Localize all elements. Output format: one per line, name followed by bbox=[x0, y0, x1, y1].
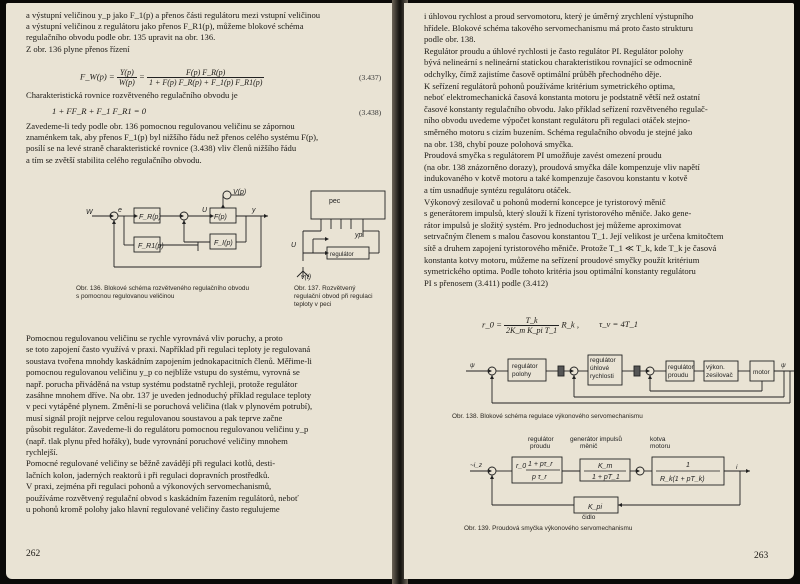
fig138-block-current-l1: regulátor bbox=[668, 364, 694, 371]
fig138-block-amp-l1: výkon. bbox=[706, 364, 725, 371]
fig139-label-gen-l1: generátor impulsů bbox=[570, 436, 623, 443]
paragraph-line: Zavedeme-li tedy podle obr. 136 pomocnou regulovanou veličinu se zápornou bbox=[26, 121, 295, 131]
paragraph-line: konstanta kotvy motoru, můžeme na seřízení proudové smyčky použít kritérium bbox=[424, 254, 700, 265]
fig137-yp-label: yp bbox=[355, 232, 363, 239]
fig139-label-gen-l2: měnič bbox=[580, 443, 598, 450]
fig138-block-motor: motor bbox=[753, 369, 770, 376]
left-page bbox=[6, 3, 396, 579]
paragraph-line: směrného motoru s cizím buzením. Schéma regulačního obvodu je stejné jako bbox=[424, 127, 693, 137]
paragraph-line: regulačního obvodu podle obr. 135 upravit na obr. 136. bbox=[26, 32, 216, 43]
figure-136-caption-line1: Obr. 136. Blokové schéma rozvětveného regulačního obvodu bbox=[76, 285, 250, 292]
fig139-label-sensor: čidlo bbox=[582, 514, 596, 521]
transfer-function-eq bbox=[80, 68, 264, 87]
fig137-u-label: U bbox=[291, 242, 297, 249]
paragraph-line: K seřízení regulátorů pohonů používáme kritérium symetrického optima, bbox=[424, 80, 676, 91]
optimal-constants-eq bbox=[482, 316, 638, 335]
paragraph-line: u pohonů kromě polohy jako hlavní regulované veličiny často regulujeme bbox=[26, 504, 280, 514]
paragraph-line: např. porucha přiváděná na vstup systému podstatně rychleji, protože regulátor bbox=[26, 378, 298, 389]
paragraph-line: musí signál projít nejprve celou regulovanou soustavou a pak teprve začne bbox=[26, 412, 283, 423]
paragraph-line: Proudová smyčka s regulátorem PI umožňuje zavést omezení proudu bbox=[424, 150, 662, 161]
figure-136-block-diagram bbox=[6, 187, 268, 283]
fig138-block-current-l2: proudu bbox=[668, 372, 689, 379]
paragraph-line: hřídele. Blokové schéma takového servomechanismu má proto často strukturu bbox=[424, 22, 693, 33]
characteristic-equation: 1 + FF_R + F_1 F_R1 = 0 bbox=[52, 106, 147, 116]
paragraph-line: na obr. 138, chybí pouze polohová smyčka. bbox=[424, 138, 574, 149]
fig138-output-psi: ψ bbox=[781, 362, 786, 369]
paragraph-line: soustava tvořena mnohdy kaskádním zapojením jednokapacitních členů. Měřime-li bbox=[26, 355, 312, 366]
paragraph-line: rátor impulsů je složitý systém. Pro jednoduchost jej můžeme aproximovat bbox=[424, 219, 682, 230]
fig136-v-label: V(p) bbox=[233, 189, 247, 196]
paragraph-line: působit regulátor. Zavedeme-li do regulátoru pomocnou regulovanou veličinu y_p bbox=[26, 424, 309, 435]
fig138-block-position-l1: regulátor bbox=[512, 363, 538, 370]
eq-r0-den: 2K_m K_pi T_1 bbox=[506, 326, 558, 335]
paragraph-line: Výkonový zesilovač u pohonů moderní koncepce je tyristorový měnič bbox=[424, 196, 666, 207]
paragraph-line: bývá nelineární s nelineární statickou charakteristikou rovnající se odmocnině bbox=[424, 57, 693, 68]
paragraph-line: indukovaného v kotvě motoru a také kompenzuje časovou konstantu v kotvě bbox=[424, 173, 688, 184]
eq-rhs-num: F(p) F_R(p) bbox=[147, 68, 264, 78]
paragraph-line: zasáhne mnohem dříve. Na obr. 137 je uveden jednoduchý příklad regulace teploty bbox=[26, 390, 312, 400]
fig139-arm-den: R_k(1 + pT_k) bbox=[660, 476, 705, 483]
fig136-block-f: F(p) bbox=[214, 214, 227, 221]
fig139-reg-den: p τ_r bbox=[532, 474, 547, 481]
fig139-sensor-k: K_pi bbox=[588, 504, 603, 511]
eq-r0: r_0 = bbox=[482, 319, 502, 330]
fig136-block-fr: F_R(p) bbox=[139, 214, 161, 221]
eq-equals: = bbox=[139, 71, 145, 82]
fig137-vt-label: v(t) bbox=[301, 274, 312, 281]
paragraph-line: lačních kolon, jaderných reaktorů i při regulaci dopravních prostředků. bbox=[26, 469, 270, 480]
paragraph-line: neboť elektromechanická časová konstanta motoru je podstatně větší než ostatní bbox=[424, 92, 700, 103]
fig139-reg-r0: r_0 bbox=[516, 463, 527, 470]
paragraph-line: odchylky, čímž zajistíme časově optimální průběh přechodného děje. bbox=[424, 69, 662, 79]
right-page bbox=[404, 3, 794, 579]
page-number-right: 263 bbox=[754, 551, 769, 561]
fig138-input-psi: ψ bbox=[470, 362, 475, 369]
paragraph-line: znaménkem tak, aby přenos F_1(p) byl nižšího řádu než přenos celého systému F(p), bbox=[26, 132, 319, 143]
paragraph-line: ního obvodu uvedeme výpočet konstant regulátoru při regulaci otáček stejno- bbox=[424, 115, 691, 126]
paragraph-line: pomocnou regulovanou veličinu y_p co nejblíže vstupu do systému, vyrovná se bbox=[26, 367, 300, 378]
eq-mid-num: Y(p) bbox=[117, 68, 137, 78]
eq-tau: τ_v = 4T_1 bbox=[599, 319, 639, 330]
eq-rk: R_k , bbox=[561, 319, 579, 330]
page-number-left: 262 bbox=[26, 549, 41, 559]
paragraph-line: Regulátor proudu a úhlové rychlosti je často regulátor PI. Regulátor polohy bbox=[424, 45, 684, 56]
fig139-reg-num: 1 + pτ_r bbox=[528, 461, 553, 468]
fig139-gen-den: 1 + pT_1 bbox=[592, 474, 620, 481]
paragraph-line: se toto zapojení často využívá v praxi. Například při regulaci teploty je regulovaná bbox=[26, 344, 311, 355]
paragraph-line: sítě a druhem zapojení tyristorového měniče. Protože T_1 ≪ T_k, kde T_k je časová bbox=[424, 243, 717, 253]
eq-rhs-den: 1 + F(p) F_R(p) + F_1(p) F_R1(p) bbox=[148, 78, 263, 87]
figure-137-caption-line1: Obr. 137. Rozvětvený bbox=[294, 285, 356, 292]
figure-137-caption-line3: teploty v peci bbox=[294, 301, 332, 308]
paragraph-line: Pomocné regulované veličiny se běžně zavádějí při regulaci kotlů, desti- bbox=[26, 458, 276, 469]
paragraph-line: setrvačným členem s malou časovou konstantou T_1. Její velikost je určena kmitočtem bbox=[424, 231, 724, 242]
fig136-block-fi: F_I(p) bbox=[214, 240, 233, 247]
figure-139-block-diagram bbox=[404, 433, 794, 525]
fig138-block-position-l2: polohy bbox=[512, 371, 532, 378]
fig136-u-label: U bbox=[202, 207, 208, 214]
fig137-furnace-label: pec bbox=[329, 198, 341, 205]
eq-number-3437: (3.437) bbox=[359, 73, 382, 82]
paragraph-line: rychlejší. bbox=[26, 447, 58, 457]
paragraph-line: Pomocnou regulovanou veličinu se rychle vyrovnává vliv poruchy, a proto bbox=[26, 333, 283, 343]
figure-139-caption: Obr. 139. Proudová smyčka výkonového servomechanismu bbox=[464, 525, 633, 532]
paragraph-line: používáme rozvětvený regulační obvod s kaskádním řazením regulátorů, neboť bbox=[26, 492, 299, 503]
fig136-input-w: W bbox=[86, 209, 93, 216]
figure-136-caption-line2: s pomocnou regulovanou veličinou bbox=[76, 293, 175, 300]
fig138-block-speed-l2: úhlové bbox=[590, 365, 610, 372]
fig137-regulator-label: regulátor bbox=[330, 252, 354, 258]
paragraph-line: v peci vytápěné plynem. Změní-li se poruchová veličina (tlak v plynovém potrubí), bbox=[26, 401, 313, 412]
eq-r0-num: T_k bbox=[504, 316, 559, 326]
paragraph-line: Z obr. 136 plyne přenos řízení bbox=[26, 43, 130, 54]
paragraph-line: posílí se na levé straně charakteristické rovnice (3.438) vliv členů nižšího řádu bbox=[26, 143, 297, 154]
paragraph-line: s generátorem impulsů, který slouží k řízení tyristorového měniče. Jako gene- bbox=[424, 208, 692, 219]
paragraph-line: časové konstanty regulačního obvodu. Jako příklad seřízení rozvětveného regulač- bbox=[424, 103, 708, 114]
paragraph-line: symetrického optima. Podle tohoto kritéria jsou optimální konstanty regulátoru bbox=[424, 266, 696, 277]
eq-mid-den: W(p) bbox=[118, 78, 135, 87]
fig138-block-speed-l3: rychlosti bbox=[590, 373, 614, 380]
figure-137-caption-line2: regulační obvod při regulaci bbox=[294, 293, 373, 300]
fig139-input-label: ~i_z bbox=[470, 462, 483, 469]
fig139-arm-num: 1 bbox=[686, 462, 690, 469]
eq-lhs: F_W(p) = bbox=[80, 71, 115, 82]
fig139-label-armature-l2: motoru bbox=[650, 443, 671, 450]
paragraph-line: (na obr. 138 znázorněno dorazy), proudová smyčka dále kompenzuje vliv napětí bbox=[424, 161, 700, 172]
paragraph-line: V praxi, zejména při regulaci pohonů a výkonových servomechanismů, bbox=[26, 481, 272, 492]
paragraph-line: a výstupní veličinou z regulátoru jako přenos F_R1(p), můžeme blokové schéma bbox=[26, 21, 304, 32]
paragraph-line: Charakteristická rovnice rozvětveného regulačního obvodu je bbox=[26, 90, 238, 100]
fig139-label-armature-l1: kotva bbox=[650, 436, 666, 443]
fig138-block-speed-l1: regulátor bbox=[590, 357, 616, 364]
paragraph-line: PI s přenosem (3.411) podle (3.412) bbox=[424, 277, 549, 288]
paragraph-line: a tím se zvětší stabilita celého regulačního obvodu. bbox=[26, 154, 202, 165]
fig136-y-label: y bbox=[252, 207, 256, 214]
paragraph-line: (např. tlak plynu před hořáky), bude vyrovnání poruchové veličiny mnohem bbox=[26, 435, 288, 446]
fig138-block-amp-l2: zesilovač bbox=[706, 372, 733, 379]
paragraph-line: a tím usnadňuje syntézu regulátoru otáček. bbox=[424, 185, 572, 195]
fig139-output-label: i bbox=[736, 464, 738, 471]
fig139-label-regulator-l2: proudu bbox=[530, 443, 551, 450]
fig136-error-e: e bbox=[118, 207, 122, 214]
paragraph-line: a výstupní veličinou y_p jako F_1(p) a přenos části regulátoru mezi vstupní veličinou bbox=[26, 10, 321, 20]
fig136-block-fr1: F_R1(p) bbox=[138, 243, 164, 250]
figure-138-caption: Obr. 138. Blokové schéma regulace výkonového servomechanismu bbox=[452, 413, 643, 420]
eq-number-3438: (3.438) bbox=[359, 108, 382, 117]
paragraph-line: podle obr. 138. bbox=[424, 34, 476, 45]
fig139-label-regulator-l1: regulátor bbox=[528, 436, 554, 443]
fig139-gen-num: K_m bbox=[598, 463, 613, 470]
figure-137-heating-diagram bbox=[283, 187, 393, 283]
figure-138-block-diagram bbox=[404, 341, 794, 409]
paragraph-line: i úhlovou rychlost a proud servomotoru, který je úměrný zrychlení výstupního bbox=[424, 11, 694, 21]
